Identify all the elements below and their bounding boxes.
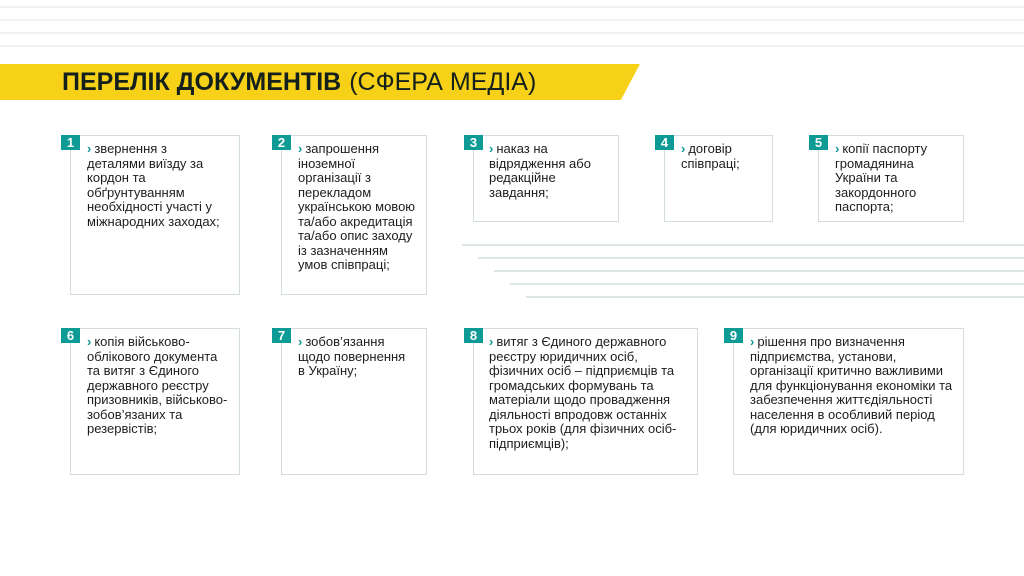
item-number-badge-7: 7 [272,328,291,343]
chevron-right-icon: › [750,334,755,349]
document-text-6-label: копія військово-облікового документа та витяг з Єдиного державного реєстру призовників, військово-зобов’язаних та резервістів; [87,334,228,436]
chevron-right-icon: › [298,334,303,349]
page-title-bold: ПЕРЕЛІК ДОКУМЕНТІВ [62,68,342,96]
document-text-1 [87,142,227,229]
item-number-badge-6: 6 [61,328,80,343]
item-number-badge-1: 1 [61,135,80,150]
document-text-2 [298,142,416,273]
chevron-right-icon: › [87,334,92,349]
document-text-3-label: наказ на відрядження або редакційне завдання; [489,141,591,200]
document-text-5 [835,142,955,215]
document-text-9 [750,335,954,437]
document-text-6 [87,335,232,437]
header-decorative-lines [0,0,1024,60]
chevron-right-icon: › [489,141,494,156]
page-title [62,64,536,100]
document-text-7-label: зобов’язання щодо повернення в Україну; [298,334,406,378]
chevron-right-icon: › [835,141,840,156]
item-number-badge-9: 9 [724,328,743,343]
item-number-badge-5: 5 [809,135,828,150]
chevron-right-icon: › [681,141,686,156]
document-text-4 [681,142,767,171]
item-number-badge-4: 4 [655,135,674,150]
document-text-2-label: запрошення іноземної організації з перекладом українською мовою та/або акредитація та/або опис заходу із зазначенням умов співпраці; [298,141,416,272]
document-text-8-label: витяг з Єдиного державного реєстру юридичних осіб, фізичних осіб – підприємців та громадських формувань та матеріали щодо провадження діяльності впродовж останніх трьох років (для фізичних осіб-підприємців); [489,334,677,451]
item-number-badge-3: 3 [464,135,483,150]
item-number-badge-2: 2 [272,135,291,150]
chevron-right-icon: › [87,141,92,156]
document-text-4-label: договір співпраці; [681,141,740,171]
document-text-8 [489,335,693,451]
chevron-right-icon: › [298,141,303,156]
document-text-9-label: рішення про визначення підприємства, установи, організації критично важливими для функціонування економіки та забезпечення життєдіяльності населення в особливий період (для юридичних осіб). [750,334,953,436]
page-title-subtitle: (СФЕРА МЕДІА) [349,68,537,96]
chevron-right-icon: › [489,334,494,349]
document-text-5-label: копії паспорту громадянина України та закордонного паспорта; [835,141,928,214]
document-text-7 [298,335,408,379]
document-text-3 [489,142,609,200]
item-number-badge-8: 8 [464,328,483,343]
document-text-1-label: звернення з деталями виїзду за кордон та обґрунтуванням необхідності участі у міжнародних заходах; [87,141,220,229]
